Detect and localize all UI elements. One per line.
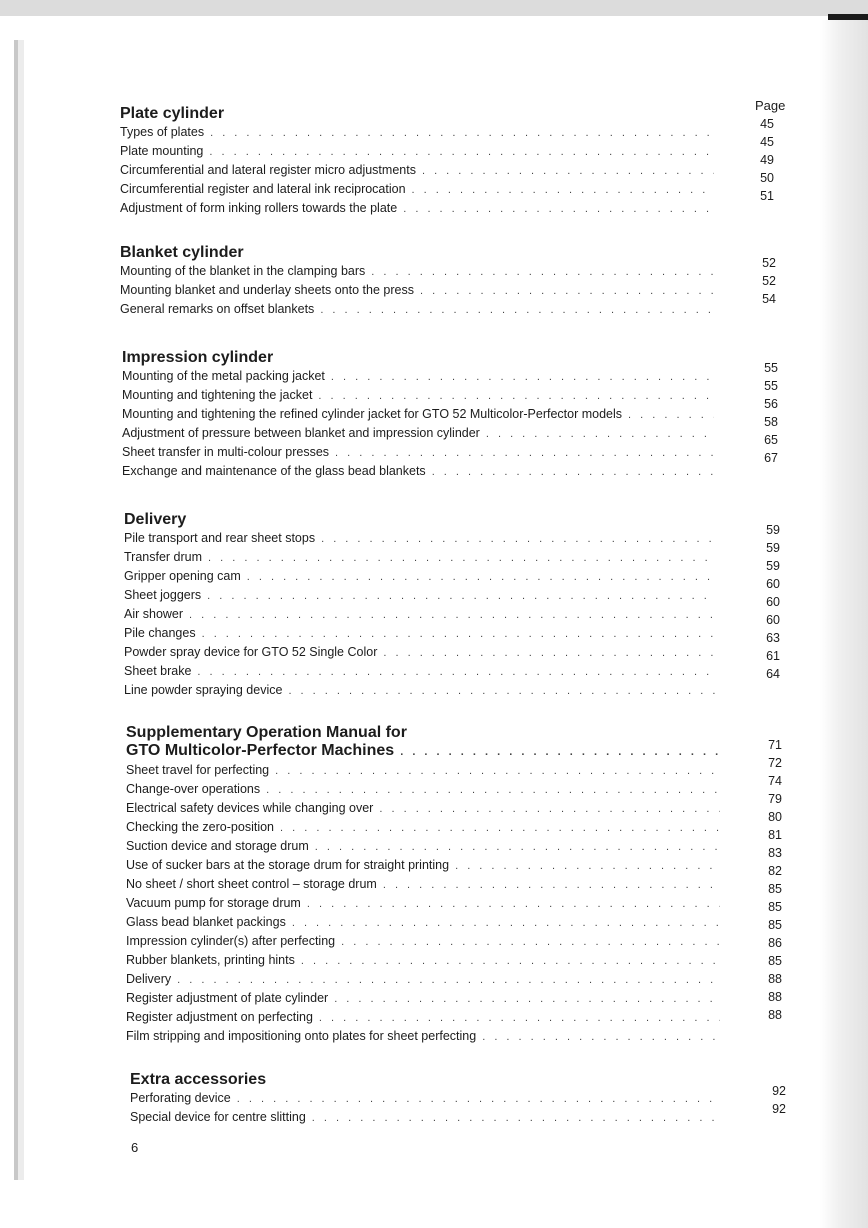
dot-leader: [209, 143, 714, 161]
entry-page: 64: [766, 667, 780, 681]
dot-leader: [292, 914, 720, 932]
entry-page: 63: [766, 631, 780, 645]
entry-title: Electrical safety devices while changing over: [126, 801, 374, 815]
toc-entry: [126, 894, 720, 913]
toc-entry: [124, 586, 716, 605]
dot-leader: [197, 663, 716, 681]
entry-page: 88: [768, 990, 782, 1004]
section-heading: Blanket cylinder: [120, 244, 244, 261]
toc-entry: [124, 681, 716, 700]
dot-leader: [432, 463, 714, 481]
entry-title: Transfer drum: [124, 550, 203, 564]
dot-leader: [266, 781, 720, 799]
entry-title: Sheet travel for perfecting: [126, 763, 270, 777]
entry-title: Powder spray device for GTO 52 Single Color: [124, 645, 378, 659]
entry-title: Glass bead blanket packings: [126, 915, 286, 929]
dot-leader: [177, 971, 720, 989]
entry-title: Air shower: [124, 607, 184, 621]
entry-page: 85: [768, 882, 782, 896]
toc-entry: [124, 624, 716, 643]
toc-entry: [126, 799, 720, 818]
entry-title: Mounting of the blanket in the clamping bars: [120, 264, 366, 278]
toc-entry: [126, 875, 720, 894]
entry-page: 86: [768, 936, 782, 950]
entry-title: Film stripping and impositioning onto plates for sheet perfecting: [126, 1029, 477, 1043]
toc-entry: [122, 405, 714, 424]
section-heading: Delivery: [124, 511, 187, 528]
entry-page: 82: [768, 864, 782, 878]
toc-entry: [122, 367, 714, 386]
dot-leader: [275, 762, 720, 780]
entry-page: 72: [768, 756, 782, 770]
entry-page: 60: [766, 577, 780, 591]
entry-page: 88: [768, 1008, 782, 1022]
toc-entry: [122, 424, 714, 443]
entry-page: 85: [768, 954, 782, 968]
entry-page: 59: [766, 559, 780, 573]
dot-leader: [420, 282, 714, 300]
toc-entry: [120, 161, 714, 180]
dot-leader: [335, 444, 714, 462]
entry-page: 56: [764, 397, 778, 411]
entry-page: 50: [760, 171, 774, 185]
heading-page: 71: [768, 738, 782, 752]
entry-title: Sheet joggers: [124, 588, 202, 602]
toc-entry: [126, 1008, 720, 1027]
entry-page: 52: [762, 274, 776, 288]
entry-title: Special device for centre slitting: [130, 1110, 306, 1124]
entry-page: 92: [772, 1102, 786, 1116]
toc-entry: [124, 643, 716, 662]
entry-page: 45: [760, 135, 774, 149]
dot-leader: [320, 301, 714, 319]
entry-title: Delivery: [126, 972, 172, 986]
toc-entry: [122, 443, 714, 462]
entry-title: Mounting and tightening the refined cylinder jacket for GTO 52 Multicolor-Perfector models: [122, 407, 623, 421]
section-heading-line2: [126, 742, 720, 761]
dot-leader: [379, 800, 720, 818]
entry-title: Suction device and storage drum: [126, 839, 309, 853]
dot-leader: [307, 895, 720, 913]
entry-page: 51: [760, 189, 774, 203]
dot-leader: [341, 933, 720, 951]
page-numbers-extra-accessories: [750, 1082, 786, 1118]
page-column-label: Page: [755, 98, 786, 113]
toc-entry: [126, 818, 720, 837]
entry-title: Exchange and maintenance of the glass bead blankets: [122, 464, 426, 478]
entry-page: 85: [768, 918, 782, 932]
toc-section-plate-cylinder: [120, 105, 714, 218]
entry-title: Adjustment of pressure between blanket and impression cylinder: [122, 426, 480, 440]
toc-entry: [124, 548, 716, 567]
page-numbers-impression-cylinder: [742, 359, 778, 467]
toc-entry: [126, 1027, 720, 1046]
toc-entry: [124, 529, 716, 548]
toc-entry: [130, 1108, 722, 1127]
dot-leader: [237, 1090, 722, 1108]
page-numbers-delivery: [744, 521, 780, 683]
entry-title: Types of plates: [120, 125, 205, 139]
dot-leader: [412, 181, 714, 199]
entry-page: 79: [768, 792, 782, 806]
page-numbers-blanket-cylinder: [742, 254, 776, 308]
section-heading: Supplementary Operation Manual for: [126, 724, 407, 741]
entry-title: Sheet transfer in multi-colour presses: [122, 445, 330, 459]
dot-leader: [288, 682, 716, 700]
dot-leader: [383, 876, 720, 894]
entry-title: Checking the zero-position: [126, 820, 274, 834]
entry-page: 58: [764, 415, 778, 429]
entry-title: Adjustment of form inking rollers towards the plate: [120, 201, 398, 215]
dot-leader: [318, 387, 714, 405]
footer-page-number: 6: [131, 1140, 139, 1155]
toc-entry: [120, 199, 714, 218]
toc-section-supplementary-manual: [126, 724, 720, 1046]
dot-leader: [334, 990, 720, 1008]
toc-entry: [120, 180, 714, 199]
section-heading-title: GTO Multicolor-Perfector Machines: [126, 742, 395, 759]
entry-page: 80: [768, 810, 782, 824]
dot-leader: [319, 1009, 720, 1027]
toc-entry: [124, 567, 716, 586]
toc-entry: [126, 951, 720, 970]
dot-leader: [628, 406, 714, 424]
dot-leader: [210, 124, 714, 142]
toc-entry: [124, 605, 716, 624]
entry-page: 59: [766, 523, 780, 537]
toc-entry: [124, 662, 716, 681]
page-numbers-plate-cylinder: [740, 115, 774, 205]
dot-leader: [280, 819, 720, 837]
entry-page: 52: [762, 256, 776, 270]
toc-entry: [126, 970, 720, 989]
entry-page: 81: [768, 828, 782, 842]
toc-section-impression-cylinder: [122, 349, 714, 481]
dot-leader: [371, 263, 714, 281]
toc-entry: [120, 142, 714, 161]
dot-leader: [208, 549, 716, 567]
dot-leader: [383, 644, 716, 662]
entry-title: Use of sucker bars at the storage drum for straight printing: [126, 858, 450, 872]
entry-page: 61: [766, 649, 780, 663]
entry-page: 74: [768, 774, 782, 788]
toc-entry: [126, 780, 720, 799]
toc-entry: [126, 913, 720, 932]
entry-title: Change-over operations: [126, 782, 261, 796]
section-heading: Impression cylinder: [122, 349, 274, 366]
entry-page: 65: [764, 433, 778, 447]
entry-title: Perforating device: [130, 1091, 231, 1105]
entry-title: Mounting and tightening the jacket: [122, 388, 313, 402]
entry-page: 55: [764, 361, 778, 375]
entry-title: Rubber blankets, printing hints: [126, 953, 295, 967]
entry-page: 54: [762, 292, 776, 306]
entry-page: 92: [772, 1084, 786, 1098]
toc-section-delivery: [124, 511, 716, 700]
entry-title: General remarks on offset blankets: [120, 302, 315, 316]
entry-title: Sheet brake: [124, 664, 192, 678]
dot-leader: [207, 587, 716, 605]
entry-title: No sheet / short sheet control – storage drum: [126, 877, 377, 891]
toc-entry: [126, 932, 720, 951]
entry-title: Vacuum pump for storage drum: [126, 896, 301, 910]
dot-leader: [315, 838, 720, 856]
entry-title: Line powder spraying device: [124, 683, 283, 697]
dot-leader: [400, 743, 720, 761]
dot-leader: [486, 425, 714, 443]
toc-entry: [126, 837, 720, 856]
toc-entry: [122, 462, 714, 481]
toc-entry: [126, 761, 720, 780]
dot-leader: [202, 625, 716, 643]
dot-leader: [189, 606, 716, 624]
dot-leader: [403, 200, 714, 218]
dot-leader: [247, 568, 716, 586]
toc-entry: [120, 262, 714, 281]
entry-page: 67: [764, 451, 778, 465]
dot-leader: [321, 530, 716, 548]
entry-page: 59: [766, 541, 780, 555]
toc-entry: [120, 281, 714, 300]
toc-entry: [120, 123, 714, 142]
toc-entry: [120, 300, 714, 319]
section-heading: Plate cylinder: [120, 105, 225, 122]
entry-title: Pile transport and rear sheet stops: [124, 531, 316, 545]
entry-title: Mounting of the metal packing jacket: [122, 369, 325, 383]
entry-title: Mounting blanket and underlay sheets onto the press: [120, 283, 414, 297]
dot-leader: [422, 162, 714, 180]
entry-title: Circumferential register and lateral ink reciprocation: [120, 182, 406, 196]
entry-page: 83: [768, 846, 782, 860]
entry-page: 45: [760, 117, 774, 131]
entry-page: 85: [768, 900, 782, 914]
toc-entry: [126, 856, 720, 875]
page-numbers-supplementary-manual: [746, 736, 782, 1024]
entry-page: 49: [760, 153, 774, 167]
entry-title: Circumferential and lateral register micro adjustments: [120, 163, 416, 177]
toc-entry: [122, 386, 714, 405]
toc-entry: [130, 1089, 722, 1108]
entry-title: Pile changes: [124, 626, 196, 640]
entry-page: 55: [764, 379, 778, 393]
dot-leader: [331, 368, 714, 386]
dot-leader: [482, 1028, 720, 1046]
toc-section-blanket-cylinder: [120, 244, 714, 319]
entry-title: Register adjustment of plate cylinder: [126, 991, 329, 1005]
entry-title: Plate mounting: [120, 144, 204, 158]
dot-leader: [455, 857, 720, 875]
entry-page: 88: [768, 972, 782, 986]
entry-title: Impression cylinder(s) after perfecting: [126, 934, 336, 948]
entry-page: 60: [766, 595, 780, 609]
entry-page: 60: [766, 613, 780, 627]
section-heading: Extra accessories: [130, 1071, 267, 1088]
dot-leader: [312, 1109, 722, 1127]
toc-section-extra-accessories: [130, 1071, 722, 1127]
entry-title: Gripper opening cam: [124, 569, 241, 583]
dot-leader: [301, 952, 720, 970]
entry-title: Register adjustment on perfecting: [126, 1010, 313, 1024]
toc-entry: [126, 989, 720, 1008]
